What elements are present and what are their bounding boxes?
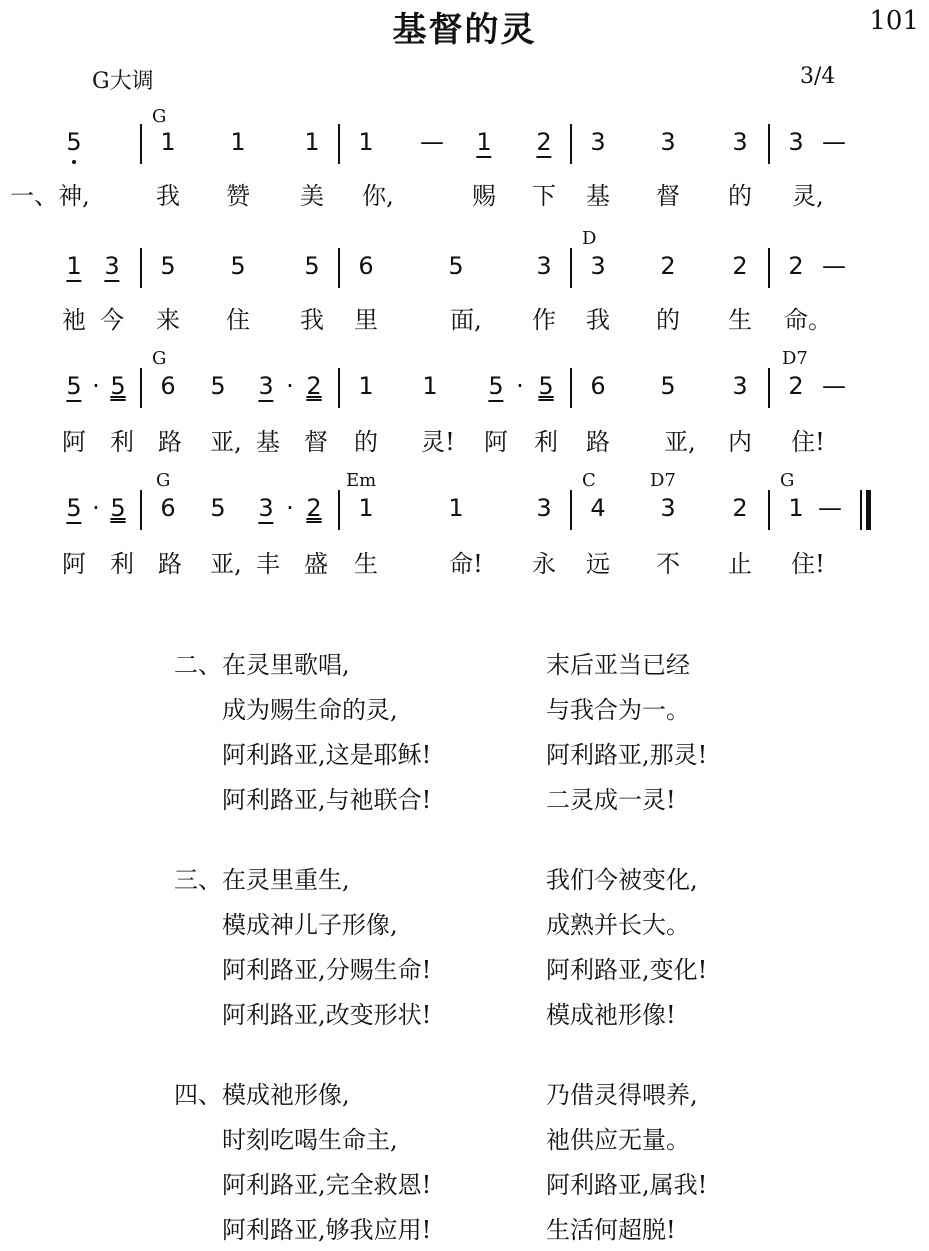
bar-line [570, 124, 572, 164]
verse-line: 成为赐生命的灵, [222, 696, 398, 724]
verse-line: 四、模成祂形像, [174, 1081, 350, 1109]
verse-line: 二灵成一灵! [546, 786, 676, 814]
note: 3 [660, 494, 676, 522]
note: 1 [66, 252, 82, 280]
note: 2 [660, 252, 676, 280]
note: 2 [732, 252, 748, 280]
verse-line: 模成神儿子形像, [222, 911, 398, 939]
note: 3 [258, 372, 274, 400]
note: 3 [258, 494, 274, 522]
note: 3 [590, 128, 606, 156]
lyric-syllable: 灵! [421, 428, 455, 456]
note: 5 [66, 372, 82, 400]
note: 5 [160, 252, 176, 280]
verse-line: 阿利路亚,这是耶稣! [222, 741, 432, 769]
hold-dash: — [822, 372, 846, 400]
note: 5 [488, 372, 504, 400]
lyric-syllable: 督 [656, 182, 680, 210]
verse-line: 阿利路亚,改变形状! [222, 1001, 432, 1029]
note: 1 [230, 128, 246, 156]
lyric-syllable: 阿 [62, 428, 86, 456]
lyric-syllable: 基 [586, 182, 610, 210]
chord-label: D7 [650, 470, 676, 491]
note: 1 [358, 128, 374, 156]
note: 5 [230, 252, 246, 280]
note: 5 [110, 494, 126, 522]
lyric-syllable: 下 [532, 182, 556, 210]
bar-line [570, 368, 572, 408]
page-number: 101 [869, 6, 919, 36]
note: 6 [358, 252, 374, 280]
lyric-syllable: 命。 [784, 306, 832, 334]
note: 2 [788, 372, 804, 400]
note: 2 [306, 372, 322, 400]
lyric-syllable: 路 [158, 550, 182, 578]
lyric-syllable: 亚, [664, 428, 696, 456]
lyric-syllable: 亚, [210, 428, 242, 456]
lyric-syllable: 基 [256, 428, 280, 456]
bar-line [768, 124, 770, 164]
verse-line: 祂供应无量。 [546, 1126, 690, 1154]
note: 5 [660, 372, 676, 400]
verse-line: 二、在灵里歌唱, [174, 651, 350, 679]
dotted-rhythm: · [516, 372, 524, 400]
lyric-syllable: 住! [791, 428, 825, 456]
note: 5 [66, 494, 82, 522]
verse-line: 阿利路亚,那灵! [546, 741, 708, 769]
lyric-syllable: 利 [110, 428, 134, 456]
bar-line [338, 490, 340, 530]
note: 5 [210, 372, 226, 400]
note: 5 [110, 372, 126, 400]
note: 2 [536, 128, 552, 156]
hold-dash: — [822, 252, 846, 280]
bar-line [570, 490, 572, 530]
lyric-syllable: 亚, [210, 550, 242, 578]
hold-dash: — [420, 128, 444, 156]
lyric-syllable: 利 [110, 550, 134, 578]
note: 5 [304, 252, 320, 280]
chord-label: D7 [782, 348, 808, 369]
dotted-rhythm: · [92, 372, 100, 400]
bar-line [338, 368, 340, 408]
note: 1 [160, 128, 176, 156]
lyric-syllable: 的 [354, 428, 378, 456]
lyric-syllable: 生 [354, 550, 378, 578]
chord-label: D [582, 228, 597, 249]
verse-line: 时刻吃喝生命主, [222, 1126, 398, 1154]
lyric-syllable: 赐 [472, 182, 496, 210]
note: 1 [788, 494, 804, 522]
hold-dash: — [818, 494, 842, 522]
verse-line: 模成祂形像! [546, 1001, 676, 1029]
lyric-syllable: 我 [300, 306, 324, 334]
note: 3 [788, 128, 804, 156]
verse-line: 我们今被变化, [546, 866, 698, 894]
note: 5 [538, 372, 554, 400]
bar-line [768, 248, 770, 288]
lyric-syllable: 命! [449, 550, 483, 578]
verse-line: 阿利路亚,变化! [546, 956, 708, 984]
verse-line: 乃借灵得喂养, [546, 1081, 698, 1109]
note: 6 [160, 494, 176, 522]
note: 3 [104, 252, 120, 280]
note: 6 [590, 372, 606, 400]
chord-label: G [780, 470, 795, 491]
verse-line: 与我合为一。 [546, 696, 690, 724]
chord-label: C [582, 470, 596, 491]
verse-line: 三、在灵里重生, [174, 866, 350, 894]
lyric-syllable: 路 [158, 428, 182, 456]
lyric-syllable: 赞 [226, 182, 250, 210]
lyric-syllable: 作 [532, 306, 556, 334]
chord-label: G [152, 348, 167, 369]
lyric-syllable: 祂 [62, 306, 86, 334]
note: 1 [358, 494, 374, 522]
bar-line [338, 124, 340, 164]
note: 2 [306, 494, 322, 522]
chord-label: G [152, 106, 167, 127]
final-bar-thick [866, 490, 871, 530]
note: 3 [732, 372, 748, 400]
hymn-title: 基督的灵 [392, 10, 537, 50]
lyric-syllable: 一、神, [10, 182, 90, 210]
lyric-syllable: 止 [728, 550, 752, 578]
lyric-syllable: 美 [300, 182, 324, 210]
verse-line: 阿利路亚,属我! [546, 1171, 708, 1199]
bar-line [768, 490, 770, 530]
note: 1 [448, 494, 464, 522]
dotted-rhythm: · [92, 494, 100, 522]
lyric-syllable: 不 [656, 550, 680, 578]
note: 5 [210, 494, 226, 522]
bar-line [140, 490, 142, 530]
lyric-syllable: 盛 [304, 550, 328, 578]
lyric-syllable: 永 [532, 550, 556, 578]
bar-line [140, 124, 142, 164]
note: 1 [422, 372, 438, 400]
verse-line: 阿利路亚,与祂联合! [222, 786, 432, 814]
dotted-rhythm: · [286, 372, 294, 400]
note: 5 [448, 252, 464, 280]
lyric-syllable: 你, [362, 182, 394, 210]
lyric-syllable: 丰 [256, 550, 280, 578]
lyric-syllable: 利 [534, 428, 558, 456]
note: 2 [732, 494, 748, 522]
lyric-syllable: 我 [586, 306, 610, 334]
note: 1 [358, 372, 374, 400]
note: 3 [536, 252, 552, 280]
lyric-syllable: 路 [586, 428, 610, 456]
note: 1 [476, 128, 492, 156]
lyric-syllable: 内 [728, 428, 752, 456]
lyric-syllable: 来 [156, 306, 180, 334]
note: 4 [590, 494, 606, 522]
note: 6 [160, 372, 176, 400]
note: 3 [732, 128, 748, 156]
chord-label: G [156, 470, 171, 491]
lyric-syllable: 的 [728, 182, 752, 210]
lyric-syllable: 住! [791, 550, 825, 578]
verse-line: 末后亚当已经 [546, 651, 690, 679]
dotted-rhythm: · [286, 494, 294, 522]
lyric-syllable: 生 [728, 306, 752, 334]
chord-label: Em [346, 470, 377, 491]
lyric-syllable: 的 [656, 306, 680, 334]
bar-line [338, 248, 340, 288]
note: 3 [660, 128, 676, 156]
lower-octave-dot [72, 160, 76, 164]
lyric-syllable: 督 [304, 428, 328, 456]
verse-line: 阿利路亚,分赐生命! [222, 956, 432, 984]
lyric-syllable: 阿 [62, 550, 86, 578]
time-signature: 3/4 [800, 64, 836, 89]
note: 3 [590, 252, 606, 280]
key-signature: G大调 [92, 69, 154, 94]
lyric-syllable: 里 [354, 306, 378, 334]
lyric-syllable: 面, [450, 306, 482, 334]
verse-line: 阿利路亚,够我应用! [222, 1216, 432, 1244]
bar-line [768, 368, 770, 408]
lyric-syllable: 灵, [792, 182, 824, 210]
lyric-syllable: 阿 [484, 428, 508, 456]
final-bar-thin [860, 490, 862, 530]
lyric-syllable: 我 [156, 182, 180, 210]
bar-line [570, 248, 572, 288]
note: 5 [66, 128, 82, 156]
verse-line: 生活何超脱! [546, 1216, 676, 1244]
note: 1 [304, 128, 320, 156]
bar-line [140, 248, 142, 288]
lyric-syllable: 住 [226, 306, 250, 334]
note: 2 [788, 252, 804, 280]
hold-dash: — [822, 128, 846, 156]
lyric-syllable: 今 [100, 306, 124, 334]
bar-line [140, 368, 142, 408]
verse-line: 阿利路亚,完全救恩! [222, 1171, 432, 1199]
lyric-syllable: 远 [586, 550, 610, 578]
note: 3 [536, 494, 552, 522]
verse-line: 成熟并长大。 [546, 911, 690, 939]
